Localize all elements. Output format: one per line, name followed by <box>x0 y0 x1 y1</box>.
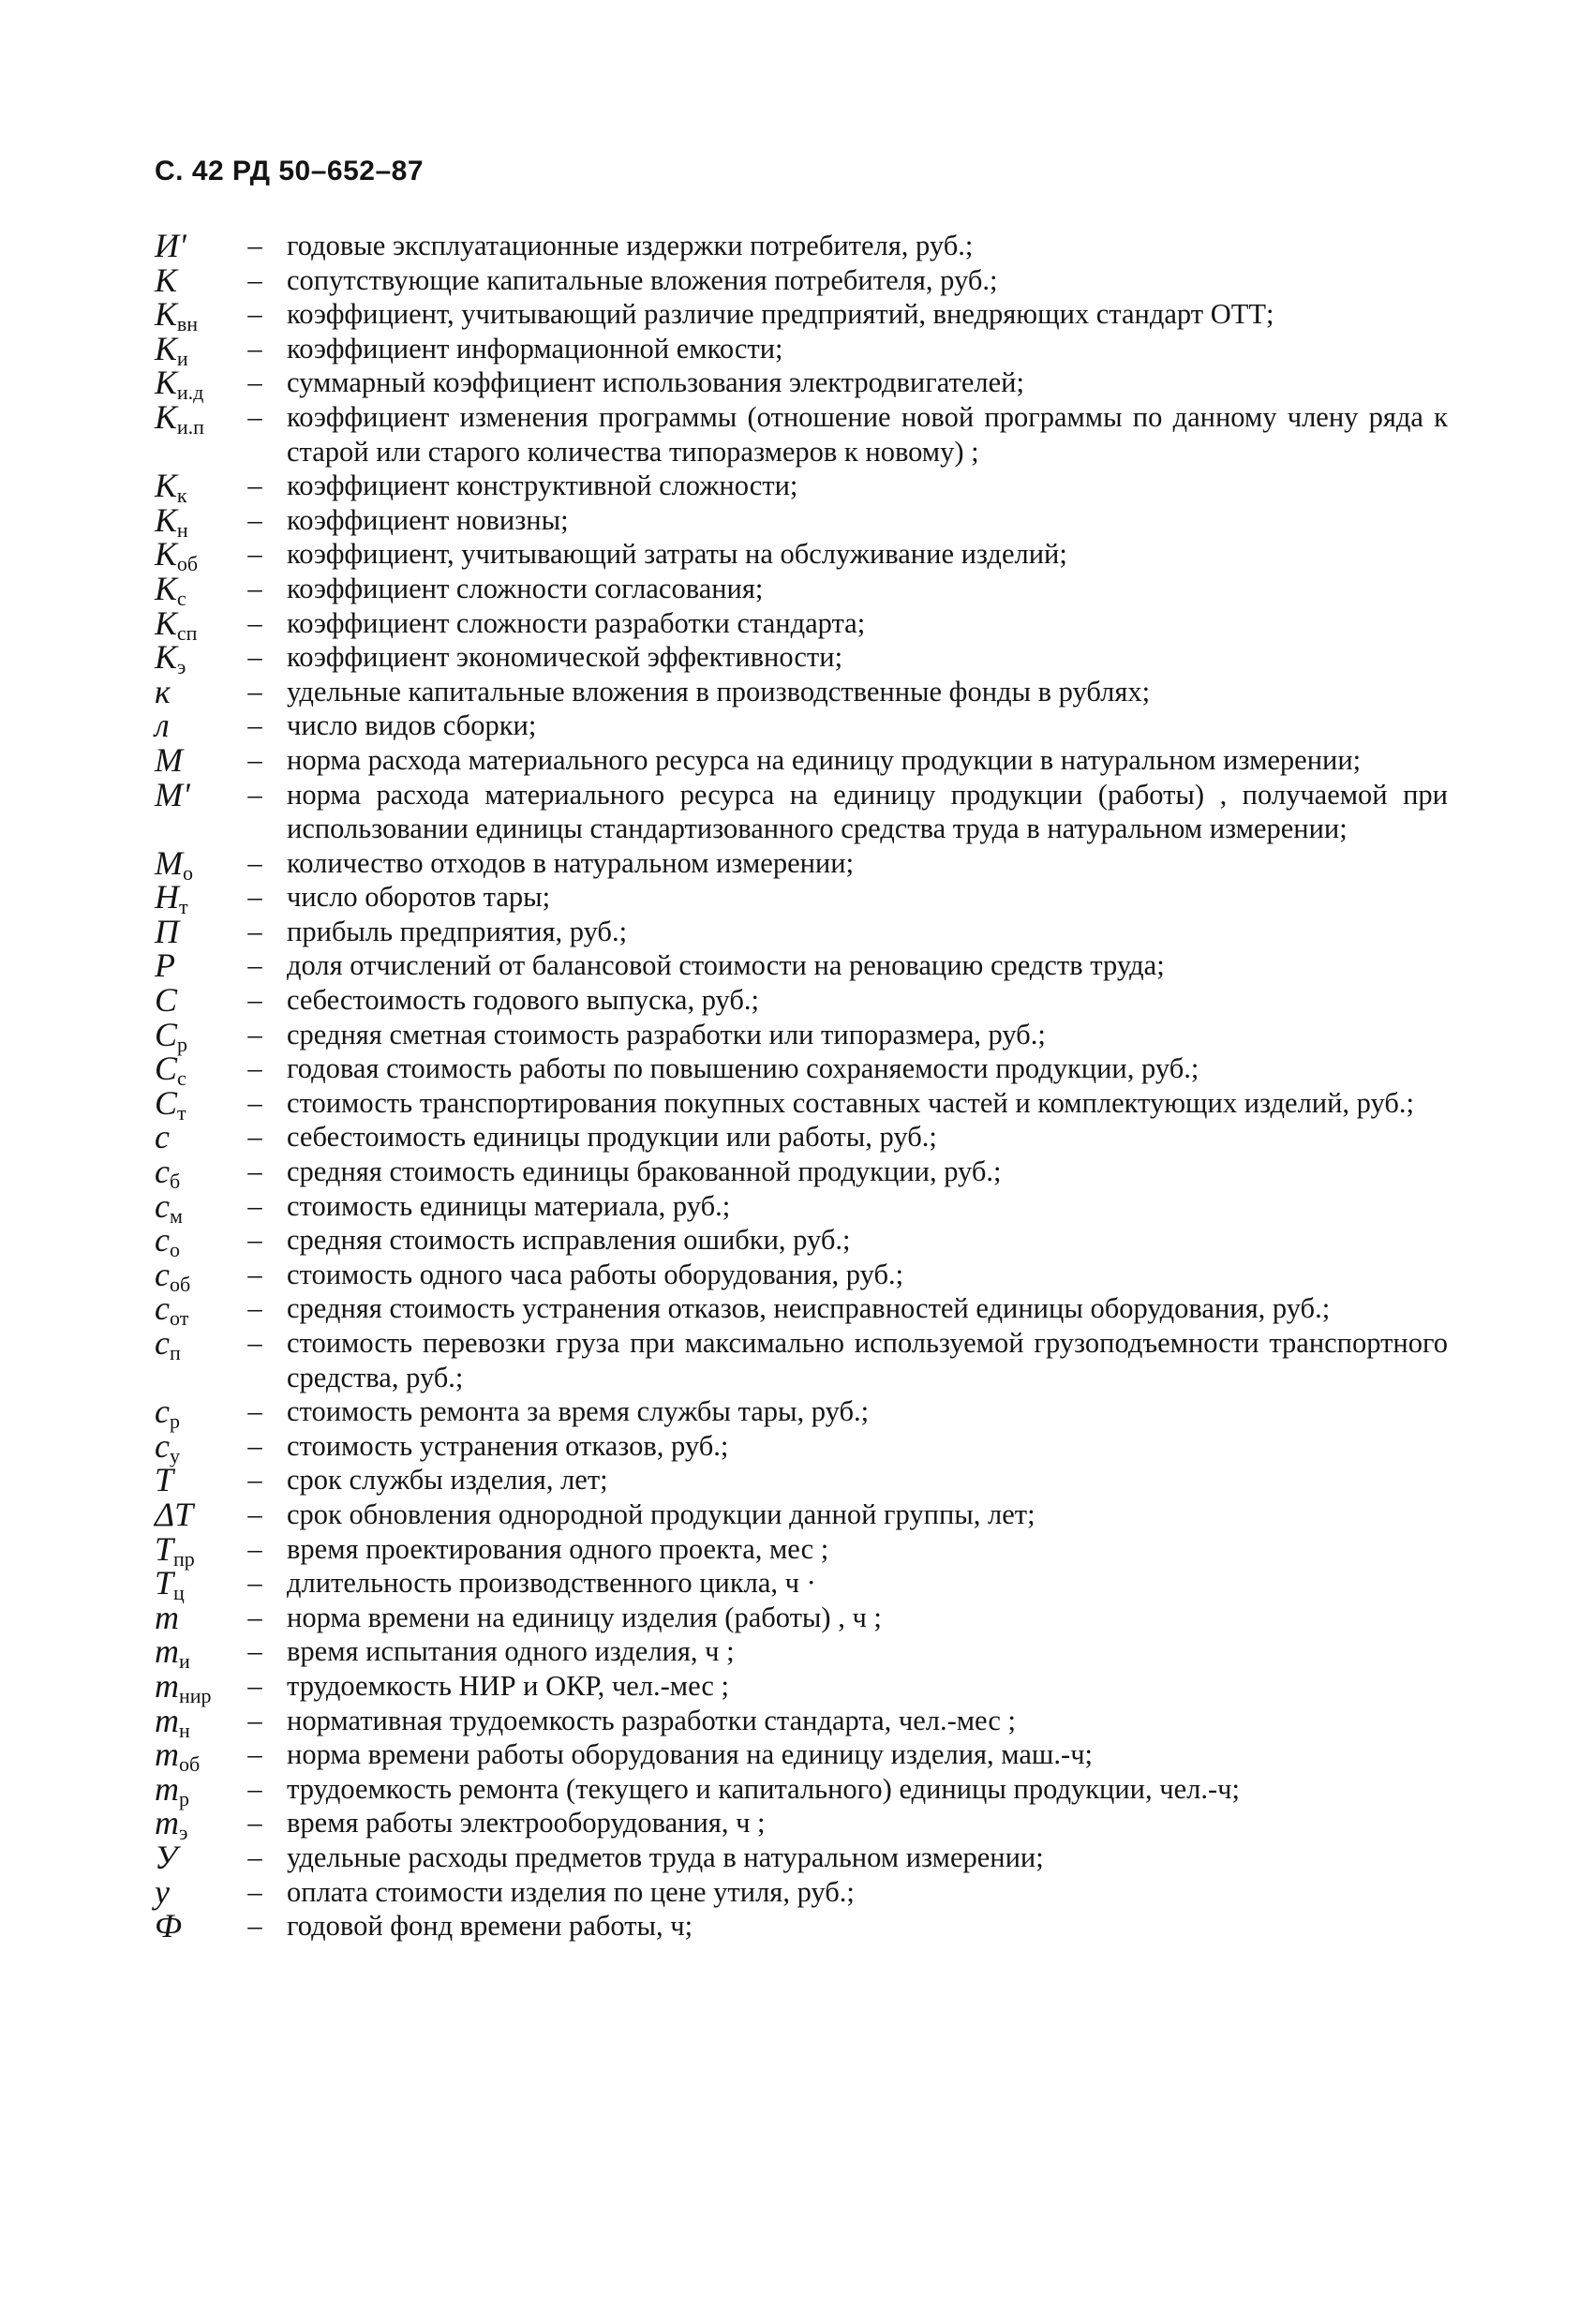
definition: норма расхода материального ресурса на единицу продукции (работы) , получаемой при использовании единицы стандартизованного средства труда в натуральном измерении; <box>287 778 1448 845</box>
glossary-entry <box>155 843 1448 885</box>
symbol-subscript: т <box>177 1100 186 1125</box>
symbol-subscript: нир <box>179 1683 212 1707</box>
symbol-subscript: у <box>169 1443 180 1467</box>
definition: стоимость единицы материала, руб.; <box>287 1189 731 1222</box>
symbol <box>155 500 234 542</box>
symbol-subscript: сп <box>176 620 198 645</box>
dash-separator: – <box>247 1052 262 1085</box>
glossary-entry <box>155 1289 1448 1331</box>
symbol <box>155 467 234 508</box>
symbol-subscript: э <box>176 655 186 679</box>
symbol-subscript: н <box>179 1718 190 1742</box>
definition: суммарный коэффициент использования электродвигателей; <box>287 366 1024 399</box>
glossary-entry <box>155 1153 1448 1194</box>
glossary-entry <box>155 1050 1448 1091</box>
definition: трудоемкость НИР и ОКР, чел.-мес ; <box>287 1669 730 1702</box>
symbol <box>155 569 234 610</box>
symbol <box>155 740 234 779</box>
definition: коэффициент экономической эффективности; <box>287 641 843 674</box>
dash-separator: – <box>247 1189 262 1222</box>
dash-separator: – <box>247 1224 262 1257</box>
symbol-base: т <box>155 1632 179 1671</box>
definition: коэффициент изменения программы (отношение новой программы по данному члену ряда к старой или старого количества типоразмеров к новому) ; <box>287 400 1448 468</box>
glossary-entry <box>155 672 1448 710</box>
symbol-base: К <box>155 397 177 436</box>
dash-separator: – <box>247 469 262 502</box>
symbol <box>155 1769 234 1810</box>
glossary-entry <box>155 708 1448 743</box>
definition: время проектирования одного проекта, мес ; <box>287 1532 829 1565</box>
symbol <box>155 1255 234 1296</box>
definition: средняя стоимость исправления ошибки, руб.; <box>287 1224 851 1257</box>
glossary-entry <box>155 603 1448 645</box>
symbol-base: С <box>155 1083 178 1122</box>
symbol-subscript: об <box>176 552 199 576</box>
glossary-entry <box>155 1564 1448 1605</box>
symbol-base: И' <box>155 227 186 264</box>
glossary-entry <box>155 364 1448 405</box>
dash-separator: – <box>247 915 262 947</box>
dash-separator: – <box>247 1567 262 1600</box>
glossary-entry <box>155 500 1448 542</box>
symbol-subscript: б <box>169 1169 181 1194</box>
symbol-subscript: и.п <box>176 414 204 439</box>
symbol-subscript: вн <box>176 312 199 336</box>
definition: длительность производственного цикла, ч · <box>287 1567 816 1600</box>
symbol <box>155 1083 234 1125</box>
symbol-base: К <box>155 329 177 367</box>
glossary-entry <box>155 1872 1448 1911</box>
glossary-entry <box>155 1804 1448 1845</box>
symbol-subscript: к <box>176 484 187 508</box>
symbol <box>155 263 234 298</box>
glossary-entry <box>155 569 1448 610</box>
definition: годовая стоимость работы по повышению сохраняемости продукции, руб.; <box>287 1052 1199 1085</box>
symbol <box>155 1289 234 1331</box>
definition: сопутствующие капитальные вложения потребителя, руб.; <box>287 263 998 296</box>
definition: норма расхода материального ресурса на единицу продукции в натуральном измерении; <box>287 743 1362 776</box>
definition: стоимость одного часа работы оборудования, руб.; <box>287 1258 904 1290</box>
symbol-subscript: с <box>176 586 186 610</box>
dash-separator: – <box>247 263 262 296</box>
symbol <box>155 912 234 950</box>
symbol-base: К <box>155 569 177 607</box>
symbol-base: Т <box>155 1461 174 1499</box>
symbol-base: т <box>155 1701 179 1739</box>
symbol-base: К <box>155 500 177 539</box>
glossary-entry <box>155 229 1448 263</box>
symbol-subscript: о <box>183 860 193 885</box>
definition: нормативная трудоемкость разработки стандарта, чел.-мес ; <box>287 1704 1016 1736</box>
glossary-entry <box>155 1769 1448 1810</box>
symbol-base: с <box>155 1221 170 1259</box>
symbol-base: М <box>155 740 183 779</box>
glossary-entry <box>155 1909 1448 1944</box>
glossary-entry <box>155 638 1448 679</box>
symbol <box>155 948 234 983</box>
definition: коэффициент конструктивной сложности; <box>287 469 798 502</box>
dash-separator: – <box>247 572 262 604</box>
symbol <box>155 708 234 743</box>
dash-separator: – <box>247 1669 262 1702</box>
dash-separator: – <box>247 1875 262 1908</box>
dash-separator: – <box>247 949 262 982</box>
dash-separator: – <box>247 1738 262 1771</box>
symbol-subscript: ц <box>173 1581 185 1605</box>
symbol-subscript: н <box>176 517 188 542</box>
symbol-base: Ф <box>155 1907 182 1945</box>
symbol <box>155 1393 234 1434</box>
dash-separator: – <box>247 1018 262 1050</box>
symbol-base: П <box>155 912 179 950</box>
dash-separator: – <box>247 503 262 536</box>
dash-separator: – <box>247 1292 262 1325</box>
dash-separator: – <box>247 332 262 365</box>
definition: удельные расходы предметов труда в натуральном измерении; <box>287 1840 1044 1873</box>
symbol-subscript: т <box>179 895 188 919</box>
dash-separator: – <box>247 881 262 914</box>
dash-separator: – <box>247 1601 262 1633</box>
symbol-base: с <box>155 1426 170 1465</box>
symbol-base: т <box>155 1769 179 1808</box>
glossary-entry <box>155 1326 1448 1394</box>
definition: годовой фонд времени работы, ч; <box>287 1910 693 1943</box>
dash-separator: – <box>247 641 262 674</box>
symbol <box>155 1153 234 1194</box>
dash-separator: – <box>247 1464 262 1497</box>
dash-separator: – <box>247 538 262 571</box>
glossary-entry <box>155 912 1448 950</box>
dash-separator: – <box>247 366 262 399</box>
symbol-base: с <box>155 1393 170 1431</box>
glossary-entry <box>155 295 1448 336</box>
symbol <box>155 229 234 263</box>
dash-separator: – <box>247 1910 262 1943</box>
symbol-base: К <box>155 295 177 334</box>
dash-separator: – <box>247 984 262 1017</box>
symbol <box>155 329 234 370</box>
symbol-subscript: об <box>169 1272 191 1296</box>
symbol-glossary <box>155 229 1448 1944</box>
symbol-base: с <box>155 1153 170 1191</box>
glossary-entry <box>155 1186 1448 1228</box>
symbol-base: к <box>155 672 171 710</box>
glossary-entry <box>155 535 1448 576</box>
glossary-entry <box>155 775 1448 846</box>
symbol <box>155 672 234 710</box>
dash-separator: – <box>247 230 262 261</box>
definition: стоимость ремонта за время службы тары, руб.; <box>287 1395 870 1428</box>
symbol-base: с <box>155 1118 170 1156</box>
symbol <box>155 603 234 645</box>
symbol-base: К <box>155 603 177 642</box>
page-header: С. 42 РД 50–652–87 <box>155 156 425 186</box>
dash-separator: – <box>247 1840 262 1873</box>
symbol-subscript: о <box>169 1238 180 1262</box>
symbol <box>155 1120 234 1155</box>
glossary-entry <box>155 1701 1448 1742</box>
symbol-subscript: э <box>179 1821 188 1845</box>
symbol-base: К <box>155 638 177 677</box>
symbol <box>155 1324 234 1364</box>
dash-separator: – <box>247 1497 262 1530</box>
symbol <box>155 1050 234 1091</box>
symbol <box>155 1497 234 1532</box>
dash-separator: – <box>247 846 262 879</box>
definition: количество отходов в натуральном измерении; <box>287 846 855 879</box>
definition: стоимость транспортирования покупных составных частей и комплектующих изделий, руб.; <box>287 1086 1414 1119</box>
symbol-base: с <box>155 1289 170 1328</box>
glossary-entry <box>155 1736 1448 1777</box>
symbol-subscript: и.д <box>176 380 204 405</box>
definition: доля отчислений от балансовой стоимости на реновацию средств труда; <box>287 949 1165 982</box>
glossary-entry <box>155 1221 1448 1262</box>
glossary-entry <box>155 1255 1448 1296</box>
symbol-subscript: и <box>179 1649 190 1674</box>
glossary-entry <box>155 1598 1448 1636</box>
definition: коэффициент сложности согласования; <box>287 572 764 604</box>
symbol-subscript: и <box>176 346 188 370</box>
glossary-entry <box>155 329 1448 370</box>
dash-separator: – <box>247 709 262 742</box>
dash-separator: – <box>247 606 262 639</box>
definition: срок службы изделия, лет; <box>287 1464 608 1497</box>
symbol <box>155 1804 234 1845</box>
definition: коэффициент сложности разработки стандарта; <box>287 606 866 639</box>
glossary-entry <box>155 740 1448 779</box>
symbol <box>155 397 234 439</box>
symbol <box>155 1463 234 1497</box>
definition: время работы электрооборудования, ч ; <box>287 1807 766 1840</box>
definition: норма времени работы оборудования на единицу изделия, маш.-ч; <box>287 1738 1094 1771</box>
symbol-subscript: р <box>169 1409 180 1434</box>
symbol-base: С <box>155 981 178 1020</box>
dash-separator: – <box>247 1704 262 1736</box>
symbol-base: К <box>155 364 177 402</box>
glossary-entry <box>155 1426 1448 1467</box>
glossary-entry <box>155 1529 1448 1571</box>
definition: коэффициент новизны; <box>287 503 569 536</box>
symbol-subscript: п <box>169 1341 181 1364</box>
definition: коэффициент информационной емкости; <box>287 332 783 365</box>
symbol <box>155 1015 234 1056</box>
definition: себестоимость годового выпуска, руб.; <box>287 984 760 1017</box>
symbol <box>155 1221 234 1262</box>
symbol-base: с <box>155 1324 170 1362</box>
glossary-entry <box>155 1666 1448 1707</box>
symbol-subscript: с <box>177 1066 186 1091</box>
symbol <box>155 1840 234 1875</box>
symbol <box>155 775 234 813</box>
definition: средняя стоимость устранения отказов, неисправностей единицы оборудования, руб.; <box>287 1292 1331 1325</box>
symbol-base: у <box>155 1872 170 1911</box>
symbol <box>155 1186 234 1228</box>
glossary-entry <box>155 1632 1448 1674</box>
glossary-entry <box>155 1840 1448 1875</box>
definition: число видов сборки; <box>287 709 537 742</box>
dash-separator: – <box>247 1532 262 1565</box>
symbol <box>155 1701 234 1742</box>
symbol-base: с <box>155 1255 170 1293</box>
dash-separator: – <box>247 743 262 776</box>
symbol <box>155 1426 234 1467</box>
dash-separator: – <box>247 675 262 708</box>
symbol <box>155 843 234 885</box>
symbol-base: с <box>155 1186 170 1225</box>
symbol <box>155 1529 234 1571</box>
dash-separator: – <box>247 1395 262 1428</box>
definition: оплата стоимости изделия по цене утиля, руб.; <box>287 1875 855 1908</box>
symbol <box>155 638 234 679</box>
symbol <box>155 878 234 919</box>
definition: себестоимость единицы продукции или работы, руб.; <box>287 1121 937 1154</box>
glossary-entry <box>155 1015 1448 1056</box>
definition: средняя стоимость единицы бракованной продукции, руб.; <box>287 1155 1002 1188</box>
definition: число оборотов тары; <box>287 881 551 914</box>
symbol-base: М <box>155 843 183 882</box>
glossary-entry <box>155 467 1448 508</box>
symbol-base: К <box>155 535 177 574</box>
definition: стоимость устранения отказов, руб.; <box>287 1429 729 1462</box>
symbol-base: Т <box>155 1529 174 1568</box>
symbol-subscript: об <box>179 1752 201 1777</box>
dash-separator: – <box>247 1635 262 1668</box>
glossary-entry <box>155 1497 1448 1532</box>
symbol-base: С <box>155 1050 178 1088</box>
definition: коэффициент, учитывающий различие предприятий, внедряющих стандарт ОТТ; <box>287 298 1274 331</box>
dash-separator: – <box>247 1807 262 1840</box>
definition: норма времени на единицу изделия (работы) , ч ; <box>287 1601 882 1633</box>
symbol <box>155 1872 234 1911</box>
definition: коэффициент, учитывающий затраты на обслуживание изделий; <box>287 538 1067 571</box>
symbol <box>155 535 234 576</box>
glossary-entry <box>155 983 1448 1018</box>
symbol-subscript: р <box>177 1032 188 1056</box>
symbol-base: т <box>155 1598 179 1636</box>
glossary-entry <box>155 1393 1448 1434</box>
dash-separator: – <box>247 1258 262 1290</box>
symbol-base: т <box>155 1736 179 1774</box>
symbol <box>155 1598 234 1636</box>
dash-separator: – <box>247 1155 262 1188</box>
definition: годовые эксплуатационные издержки потребителя, руб.; <box>287 230 974 261</box>
dash-separator: – <box>247 1327 262 1359</box>
definition: удельные капитальные вложения в производственные фонды в рублях; <box>287 675 1151 708</box>
symbol-base: Р <box>155 946 175 985</box>
symbol-base: т <box>155 1666 179 1705</box>
glossary-entry <box>155 1120 1448 1155</box>
symbol-base: т <box>155 1804 179 1842</box>
dash-separator: – <box>247 1772 262 1805</box>
symbol <box>155 1736 234 1777</box>
dash-separator: – <box>247 778 262 811</box>
dash-separator: – <box>247 1429 262 1462</box>
definition: прибыль предприятия, руб.; <box>287 915 628 947</box>
symbol <box>155 1666 234 1707</box>
symbol <box>155 1632 234 1674</box>
symbol-base: Н <box>155 878 179 916</box>
symbol-base: К <box>155 261 177 299</box>
definition: время испытания одного изделия, ч ; <box>287 1635 735 1668</box>
symbol-base: л <box>155 707 170 745</box>
dash-separator: – <box>247 298 262 331</box>
dash-separator: – <box>247 400 262 433</box>
glossary-entry <box>155 1463 1448 1497</box>
glossary-entry <box>155 878 1448 919</box>
definition: срок обновления однородной продукции данной группы, лет; <box>287 1497 1035 1530</box>
symbol-subscript: от <box>169 1306 189 1331</box>
symbol <box>155 295 234 336</box>
symbol-base: С <box>155 1015 178 1053</box>
symbol <box>155 1564 234 1605</box>
symbol-subscript: р <box>179 1786 189 1810</box>
definition: стоимость перевозки груза при максимально используемой грузоподъемности транспортного средства, руб.; <box>287 1327 1448 1393</box>
glossary-entry <box>155 948 1448 983</box>
symbol-base: У <box>155 1838 178 1876</box>
symbol <box>155 1909 234 1944</box>
glossary-entry <box>155 263 1448 298</box>
glossary-entry <box>155 1083 1448 1125</box>
symbol <box>155 983 234 1018</box>
symbol-subscript: м <box>169 1203 183 1228</box>
symbol-base: Т <box>155 1564 174 1602</box>
dash-separator: – <box>247 1121 262 1154</box>
symbol-base: М' <box>155 775 190 813</box>
symbol-base: ΔТ <box>155 1495 194 1533</box>
definition: трудоемкость ремонта (текущего и капитального) единицы продукции, чел.-ч; <box>287 1772 1240 1805</box>
symbol-base: К <box>155 467 177 505</box>
definition: средняя сметная стоимость разработки или типоразмера, руб.; <box>287 1018 1046 1050</box>
glossary-entry <box>155 397 1448 469</box>
dash-separator: – <box>247 1086 262 1119</box>
symbol <box>155 364 234 405</box>
symbol-subscript: пр <box>173 1546 195 1571</box>
